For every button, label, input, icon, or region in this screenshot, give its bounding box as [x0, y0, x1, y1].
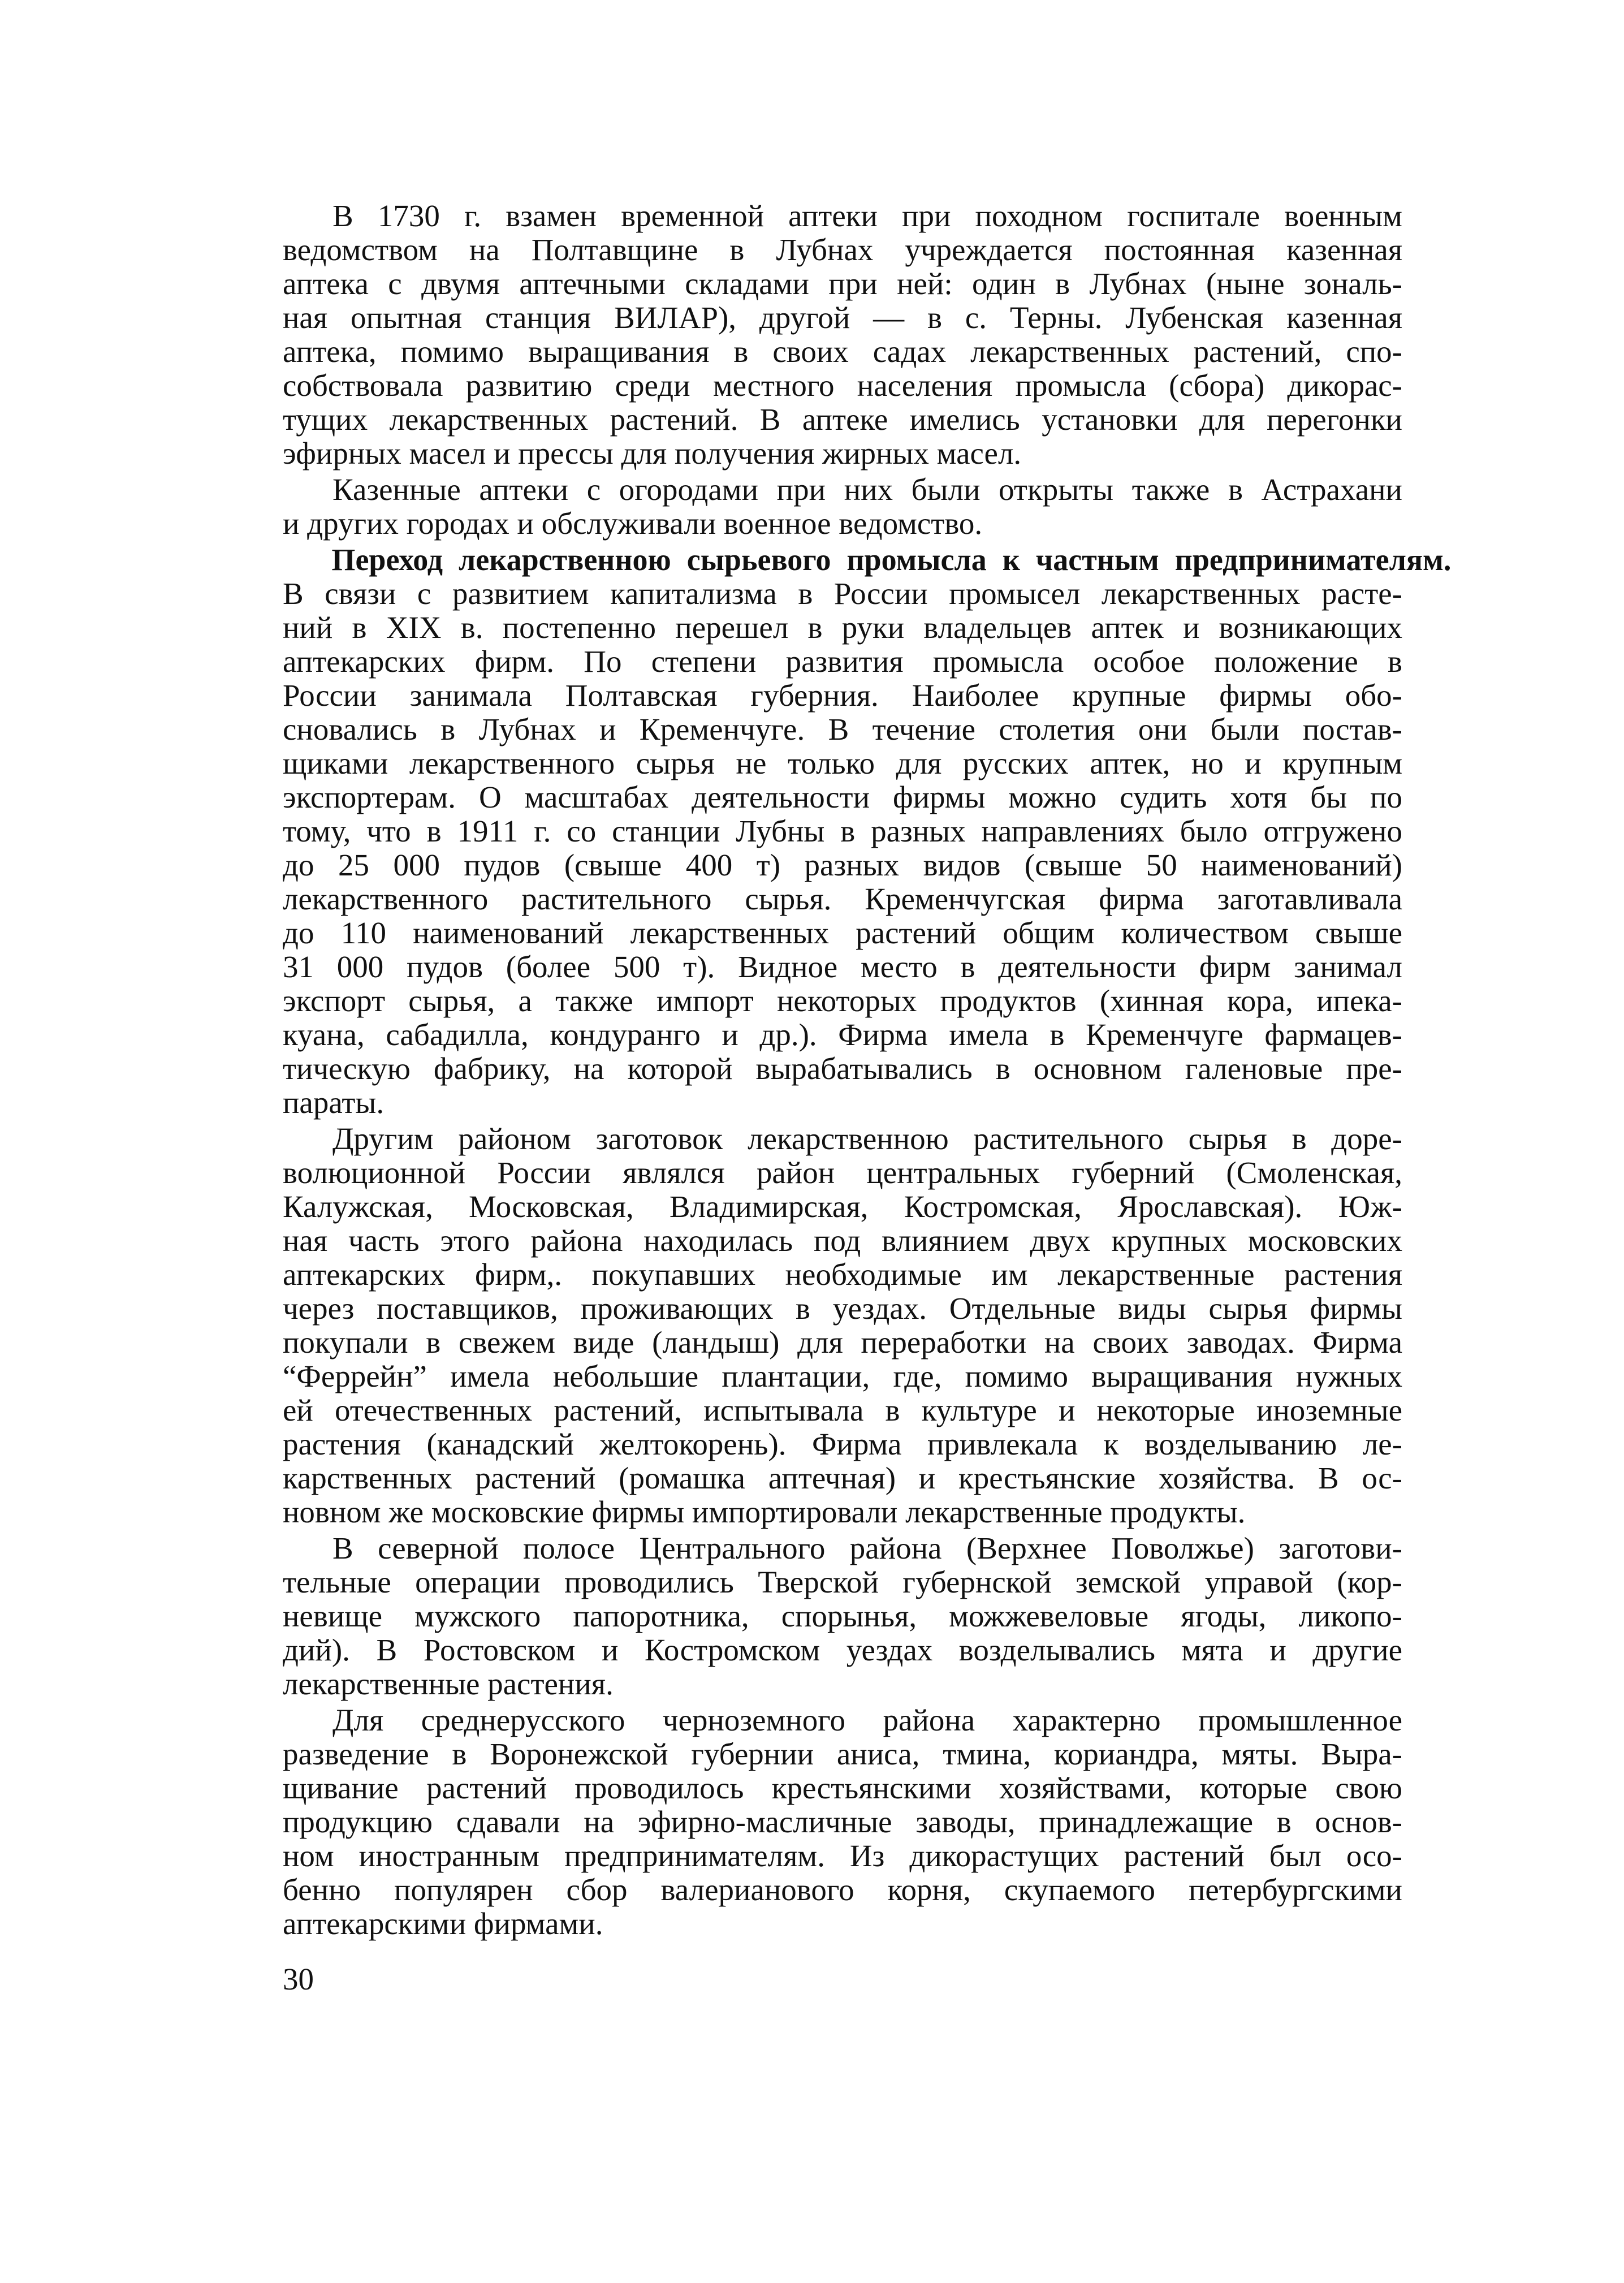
text-line: ведомством на Полтавщине в Лубнах учреждается постоянная казенная: [283, 232, 1402, 267]
text-line: покупали в свежем виде (ландыш) для переработки на своих заводах. Фирма: [283, 1325, 1402, 1360]
text-line: щиками лекарственного сырья не только для русских аптек, но и крупным: [283, 746, 1402, 780]
text-line: России занимала Полтавская губерния. Наиболее крупные фирмы обо-: [283, 678, 1402, 713]
paragraph: [283, 199, 1402, 471]
text-line: тическую фабрику, на которой вырабатывались в основном галеновые пре-: [283, 1051, 1402, 1086]
text-line: ний в XIX в. постепенно перешел в руки владельцев аптек и возникающих: [283, 610, 1402, 645]
text-line: через поставщиков, проживающих в уездах. Отдельные виды сырья фирмы: [283, 1291, 1402, 1326]
text-line: новном же московские фирмы импортировали лекарственные продукты.: [283, 1495, 1246, 1529]
text-line: аптекарских фирм. По степени развития промысла особое положение в: [283, 644, 1402, 679]
text-line: В северной полосе Центрального района (Верхнее Поволжье) заготови-: [332, 1531, 1402, 1565]
text-line: аптека, помимо выращивания в своих садах лекарственных растений, спо-: [283, 334, 1402, 369]
text-line: тущих лекарственных растений. В аптеке имелись установки для перегонки: [283, 402, 1402, 437]
text-line: Другим районом заготовок лекарственною растительного сырья в доре-: [332, 1121, 1402, 1156]
text-line: карственных растений (ромашка аптечная) и крестьянские хозяйства. В ос-: [283, 1461, 1402, 1495]
text-line: лекарственные растения.: [283, 1667, 614, 1701]
text-line: бенно популярен сбор валерианового корня, скупаемого петербургскими: [283, 1872, 1402, 1907]
text-line: аптека с двумя аптечными складами при ней: один в Лубнах (ныне зональ-: [283, 266, 1402, 301]
text-line: аптекарских фирм,. покупавших необходимые им лекарственные растения: [283, 1257, 1402, 1292]
section-heading: Переход лекарственною сырьевого промысла к частным предпринимателям.: [331, 542, 1452, 577]
paragraph: [283, 473, 1402, 541]
text-line: разведение в Воронежской губернии аниса, тмина, кориандра, мяты. Выра-: [283, 1737, 1402, 1771]
text-line: невище мужского папоротника, спорынья, можжевеловые ягоды, ликопо-: [283, 1599, 1402, 1633]
text-line: В 1730 г. взамен временной аптеки при походном госпитале военным: [332, 198, 1402, 233]
text-line: ном иностранным предпринимателям. Из дикорастущих растений был осо-: [283, 1839, 1402, 1873]
text-line: тому, что в 1911 г. со станции Лубны в разных направлениях было отгружено: [283, 814, 1402, 848]
paragraph: [283, 1531, 1402, 1701]
text-line: Казенные аптеки с огородами при них были открыты также в Астрахани: [332, 472, 1402, 507]
text-line: экспорт сырья, а также импорт некоторых продуктов (хинная кора, ипека-: [283, 983, 1402, 1018]
text-line: “Феррейн” имела небольшие плантации, где, помимо выращивания нужных: [283, 1359, 1402, 1393]
paragraph: [283, 1122, 1402, 1529]
section-paragraph: [283, 542, 1452, 1120]
text-line: лекарственного растительного сырья. Кременчугская фирма заготавливала: [283, 882, 1402, 916]
text-line: эфирных масел и прессы для получения жирных масел.: [283, 436, 1022, 471]
text-line: параты.: [283, 1085, 385, 1120]
text-line: растения (канадский желтокорень). Фирма привлекала к возделыванию ле-: [283, 1427, 1402, 1461]
text-line: ей отечественных растений, испытывала в культуре и некоторые иноземные: [283, 1393, 1402, 1427]
text-line: и других городах и обслуживали военное ведомство.: [283, 506, 983, 541]
text-line: тельные операции проводились Тверской губернской земской управой (кор-: [283, 1565, 1402, 1599]
text-line: ная часть этого района находилась под влиянием двух крупных московских: [283, 1223, 1402, 1258]
text-line: аптекарскими фирмами.: [283, 1906, 603, 1941]
text-line: экспортерам. О масштабах деятельности фирмы можно судить хотя бы по: [283, 780, 1402, 814]
text-line: волюционной России являлся район центральных губерний (Смоленская,: [283, 1155, 1402, 1190]
text-line: щивание растений проводилось крестьянскими хозяйствами, которые свою: [283, 1771, 1402, 1805]
text-line: 31 000 пудов (более 500 т). Видное место в деятельности фирм занимал: [283, 950, 1402, 984]
text-line: ная опытная станция ВИЛАР), другой — в с. Терны. Лубенская казенная: [283, 300, 1402, 335]
text-line: В связи с развитием капитализма в России промысел лекарственных расте-: [283, 576, 1402, 611]
page-number: 30: [283, 1962, 314, 1996]
text-line: до 25 000 пудов (свыше 400 т) разных видов (свыше 50 наименований): [283, 848, 1402, 882]
text-line: Для среднерусского черноземного района характерно промышленное: [332, 1703, 1402, 1737]
text-line: продукцию сдавали на эфирно-масличные заводы, принадлежащие в основ-: [283, 1805, 1402, 1839]
text-line: куана, сабадилла, кондуранго и др.). Фирма имела в Кременчуге фармацев-: [283, 1017, 1402, 1052]
page-body: [283, 198, 1452, 1943]
text-line: собствовала развитию среди местного населения промысла (сбора) дикорас-: [283, 368, 1402, 403]
paragraph: [283, 1703, 1402, 1941]
text-line: до 110 наименований лекарственных растений общим количеством свыше: [283, 916, 1402, 950]
text-line: сновались в Лубнах и Кременчуге. В течение столетия они были постав-: [283, 712, 1402, 746]
text-line: дий). В Ростовском и Костромском уездах возделывались мята и другие: [283, 1633, 1402, 1667]
text-line: Калужская, Московская, Владимирская, Костромская, Ярославская). Юж-: [283, 1189, 1402, 1224]
